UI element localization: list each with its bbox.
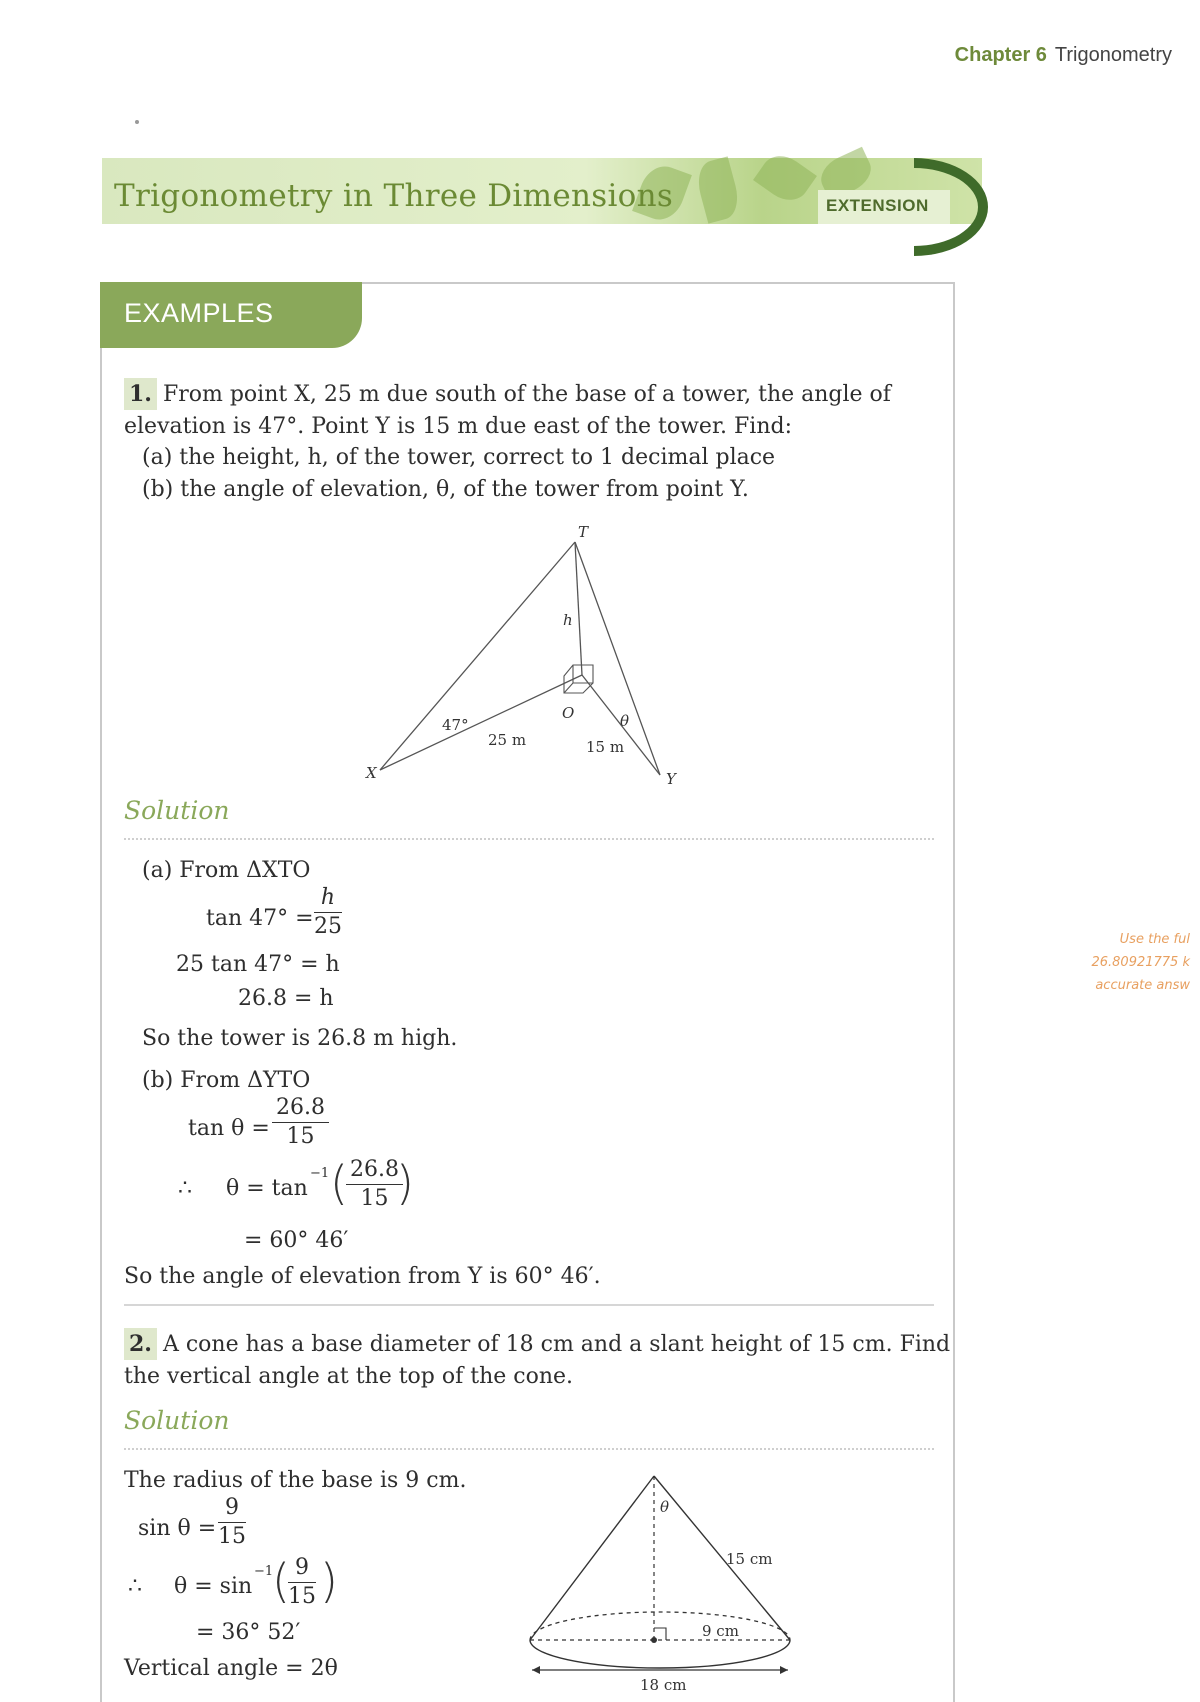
- extension-label: EXTENSION: [826, 196, 929, 215]
- solution-2-label: Solution: [124, 1406, 230, 1435]
- solution-2-lhs: sin θ =: [138, 1516, 217, 1541]
- divider: [124, 838, 934, 840]
- example-1-question: [124, 378, 891, 443]
- chapter-header: [955, 44, 1172, 67]
- label-y: Y: [666, 770, 676, 788]
- line-xo: [380, 675, 582, 770]
- divider: [124, 1448, 934, 1450]
- chapter-number: Chapter 6: [954, 44, 1047, 66]
- fraction-numerator: 26.8: [272, 1094, 329, 1123]
- cone-diameter-label: 18 cm: [640, 1676, 687, 1694]
- label-x: X: [366, 764, 377, 782]
- margin-note: [1060, 928, 1190, 997]
- solution-2-line4: Vertical angle = 2θ: [124, 1656, 338, 1681]
- solution-2-lhs2: θ = sin: [174, 1574, 253, 1599]
- solution-1b-line3: = 60° 46′: [244, 1228, 349, 1253]
- solution-1b-conclusion: So the angle of elevation from Y is 60° 46′.: [124, 1264, 601, 1289]
- example-1-text-line2: elevation is 47°. Point Y is 15 m due east of the tower. Find:: [124, 414, 792, 439]
- label-h: h: [563, 611, 573, 629]
- solution-1a-lhs: tan 47° =: [206, 906, 314, 931]
- label-15m: 15 m: [586, 738, 625, 756]
- label-o: O: [562, 704, 575, 722]
- fraction-denominator: 15: [286, 1124, 315, 1149]
- section-title: Trigonometry in Three Dimensions: [114, 178, 674, 214]
- solution-1b-lhs: tan θ =: [188, 1116, 270, 1141]
- label-theta: θ: [620, 712, 630, 730]
- fraction-26-8-15: [272, 1094, 329, 1151]
- cone-slant-label: 15 cm: [726, 1550, 773, 1568]
- tower-diagram: [360, 520, 700, 790]
- solution-2-line3: = 36° 52′: [196, 1620, 301, 1645]
- fraction-numerator: h: [314, 884, 342, 913]
- right-paren: ): [396, 1156, 414, 1210]
- example-2-text-line2: the vertical angle at the top of the cone.: [124, 1364, 574, 1389]
- fraction-denominator: 15: [218, 1524, 246, 1549]
- example-2-text-line1: A cone has a base diameter of 18 cm and a slant height of 15 cm. Find: [162, 1332, 951, 1357]
- margin-note-line1: Use the ful: [1119, 932, 1190, 947]
- stray-dot: [135, 120, 139, 124]
- fraction-denominator: 15: [360, 1186, 389, 1211]
- solution-1b-lhs2: θ = tan: [226, 1176, 308, 1201]
- example-divider: [124, 1304, 934, 1306]
- solution-1-label: Solution: [124, 796, 230, 825]
- right-paren: ): [320, 1554, 338, 1608]
- solution-1a-conclusion: So the tower is 26.8 m high.: [142, 1026, 458, 1051]
- cone-left-edge: [530, 1476, 654, 1640]
- fraction-denominator: 25: [314, 914, 342, 939]
- solution-1a-line2: 25 tan 47° = h: [176, 952, 340, 977]
- left-paren: (: [272, 1554, 290, 1608]
- cone-center: [651, 1637, 657, 1643]
- cone-diagram: [512, 1468, 812, 1696]
- solution-2-line1: The radius of the base is 9 cm.: [124, 1468, 467, 1493]
- fraction-h-25: [314, 884, 342, 941]
- fraction-numerator: 9: [218, 1494, 246, 1523]
- example-1-part-b: (b) the angle of elevation, θ, of the tower from point Y.: [142, 477, 749, 502]
- label-t: T: [578, 523, 589, 541]
- fraction-26-8-15-inverse: [346, 1156, 403, 1213]
- therefore-symbol: ∴: [128, 1574, 142, 1599]
- solution-1b-heading: (b) From ΔYTO: [142, 1068, 311, 1093]
- inverse-superscript: −1: [254, 1564, 274, 1579]
- margin-note-line2: 26.80921775 k: [1091, 955, 1190, 970]
- cone-radius-label: 9 cm: [702, 1622, 739, 1640]
- fraction-denominator: 15: [288, 1584, 316, 1609]
- cone-theta: θ: [660, 1498, 670, 1516]
- fraction-9-15: [218, 1494, 246, 1551]
- line-to: [575, 542, 582, 675]
- cone-base-front: [530, 1640, 790, 1668]
- left-paren: (: [330, 1156, 348, 1210]
- line-xt: [380, 542, 575, 770]
- therefore-symbol: ∴: [178, 1176, 192, 1201]
- margin-note-line3: accurate answ: [1095, 978, 1190, 993]
- example-1-number: 1.: [124, 378, 157, 410]
- inverse-superscript: −1: [310, 1166, 330, 1181]
- chapter-name: Trigonometry: [1054, 44, 1172, 66]
- fraction-numerator: 9: [288, 1554, 316, 1583]
- right-angle-box: [564, 665, 593, 693]
- example-2-question: [124, 1328, 950, 1393]
- example-1-part-a: (a) the height, h, of the tower, correct to 1 decimal place: [142, 445, 776, 470]
- cone-base-back: [530, 1612, 790, 1640]
- solution-1a-line3: 26.8 = h: [238, 986, 334, 1011]
- fraction-numerator: 26.8: [346, 1156, 403, 1185]
- examples-tab-label: EXAMPLES: [124, 298, 274, 328]
- example-2-number: 2.: [124, 1328, 157, 1360]
- example-1-text-line1: From point X, 25 m due south of the base of a tower, the angle of: [162, 382, 891, 407]
- label-angle-47: 47°: [442, 716, 469, 734]
- label-25m: 25 m: [488, 731, 527, 749]
- solution-1a-heading: (a) From ΔXTO: [142, 858, 311, 883]
- fraction-9-15-inverse: [288, 1554, 316, 1611]
